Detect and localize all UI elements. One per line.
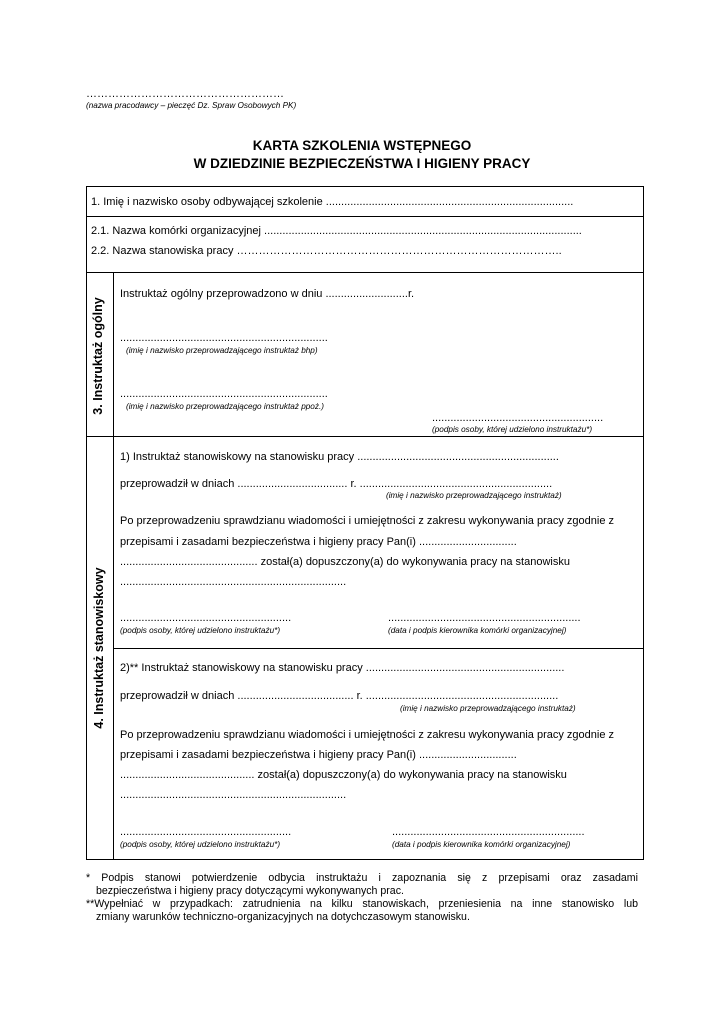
manager-signature-1-dots[interactable]: ............................................................... xyxy=(388,612,581,624)
trainee-signature-2-dots[interactable]: ........................................................ xyxy=(120,826,292,838)
footnote-2-line1: **Wypełniać w przypadkach: zatrudnienia na kilku stanowiskach, przeniesienia na inne stanowisko lub xyxy=(86,898,638,910)
row-divider-3 xyxy=(86,436,644,437)
check-paragraph-2-line3[interactable]: ............................................ został(a) dopuszczony(a) do wykonywania pracy na stanowisku xyxy=(120,769,567,781)
position-name-field[interactable]: 2.2. Nazwa stanowiska pracy …………………………………………………………………………….. xyxy=(91,245,562,257)
bhp-instructor-dots[interactable]: .................................................................... xyxy=(120,332,328,344)
workstation-training-2-position[interactable]: 2)** Instruktaż stanowiskowy na stanowisku pracy ................................................................. xyxy=(120,662,565,674)
row-divider-2 xyxy=(86,272,644,273)
check-paragraph-1-line1: Po przeprowadzeniu sprawdzianu wiadomości i umiejętności z zakresu wykonywania pracy zgodnie z xyxy=(120,515,615,527)
form-title-line2: W DZIEDZINIE BEZPIECZEŃSTWA I HIGIENY PRACY xyxy=(193,156,531,171)
workstation-training-1-dates[interactable]: przeprowadził w dniach .................................... r. ............................................................... xyxy=(120,478,553,490)
department-name-field[interactable]: 2.1. Nazwa komórki organizacyjnej ........................................................................................................ xyxy=(91,225,582,237)
check-paragraph-2-line1: Po przeprowadzeniu sprawdzianu wiadomości i umiejętności z zakresu wykonywania pracy zgodnie z xyxy=(120,729,615,741)
workstation-training-1-instructor-caption: (imię i nazwisko przeprowadzającego instruktaż) xyxy=(386,491,562,500)
check-paragraph-2-line4[interactable]: .......................................................................... xyxy=(120,789,347,801)
general-training-date-field[interactable]: Instruktaż ogólny przeprowadzono w dniu ...........................r. xyxy=(120,288,415,300)
check-paragraph-1-line4[interactable]: .......................................................................... xyxy=(120,576,347,588)
manager-signature-1-caption: (data i podpis kierownika komórki organizacyjnej) xyxy=(388,626,567,635)
check-paragraph-2-line2[interactable]: przepisami i zasadami bezpieczeństwa i higieny pracy Pan(i) ................................ xyxy=(120,749,517,761)
trainee-signature-1-dots[interactable]: ........................................................ xyxy=(120,612,292,624)
workstation-training-1-position[interactable]: 1) Instruktaż stanowiskowy na stanowisku pracy .................................................................. xyxy=(120,451,559,463)
fire-instructor-dots[interactable]: .................................................................... xyxy=(120,388,328,400)
trainee-signature-1-caption: (podpis osoby, której udzielono instruktażu*) xyxy=(120,626,281,635)
workstation-training-2-instructor-caption: (imię i nazwisko przeprowadzającego instruktaż) xyxy=(400,704,576,713)
workstation-training-2-dates[interactable]: przeprowadził w dniach ...................................... r. ............................................................... xyxy=(120,690,559,702)
row-divider-1 xyxy=(86,216,644,217)
trainee-signature-2-caption: (podpis osoby, której udzielono instruktażu*) xyxy=(120,840,281,849)
form-title-line1: KARTA SZKOLENIA WSTĘPNEGO xyxy=(252,138,472,153)
trainee-signature-dots[interactable]: ........................................................ xyxy=(432,412,604,424)
footnote-1-line2: bezpieczeństwa i higieny pracy dotyczącymi wykonywanych prac. xyxy=(96,885,404,897)
footnote-1-line1: * Podpis stanowi potwierdzenie odbycia instruktażu i zapoznania się z przepisami oraz zasadami xyxy=(86,872,638,884)
trainee-name-field[interactable]: 1. Imię i nazwisko osoby odbywającej szkolenie ................................................................................. xyxy=(91,196,574,208)
bhp-instructor-caption: (imię i nazwisko przeprowadzającego instruktaż bhp) xyxy=(126,346,318,355)
check-paragraph-1-line2[interactable]: przepisami i zasadami bezpieczeństwa i higieny pracy Pan(i) ................................ xyxy=(120,536,517,548)
general-training-label: 3. Instruktaż ogólny xyxy=(91,297,105,415)
label-column-divider xyxy=(113,272,114,860)
manager-signature-2-caption: (data i podpis kierownika komórki organizacyjnej) xyxy=(392,840,571,849)
footnote-2-line2: zmiany warunków techniczno-organizacyjnych na dotychczasowym stanowisku. xyxy=(96,911,470,923)
employer-dots[interactable]: ……………………………………………… xyxy=(86,88,284,100)
manager-signature-2-dots[interactable]: ............................................................... xyxy=(392,826,585,838)
fire-instructor-caption: (imię i nazwisko przeprowadzającego instruktaż ppoż.) xyxy=(126,402,324,411)
check-paragraph-1-line3[interactable]: ............................................. został(a) dopuszczony(a) do wykonywania pracy na stanowisku xyxy=(120,556,570,568)
part-divider xyxy=(113,648,644,649)
workstation-training-label: 4. Instruktaż stanowiskowy xyxy=(92,567,106,729)
trainee-signature-caption: (podpis osoby, której udzielono instruktażu*) xyxy=(432,425,593,434)
employer-caption: (nazwa pracodawcy – pieczęć Dz. Spraw Osobowych PK) xyxy=(86,101,297,110)
